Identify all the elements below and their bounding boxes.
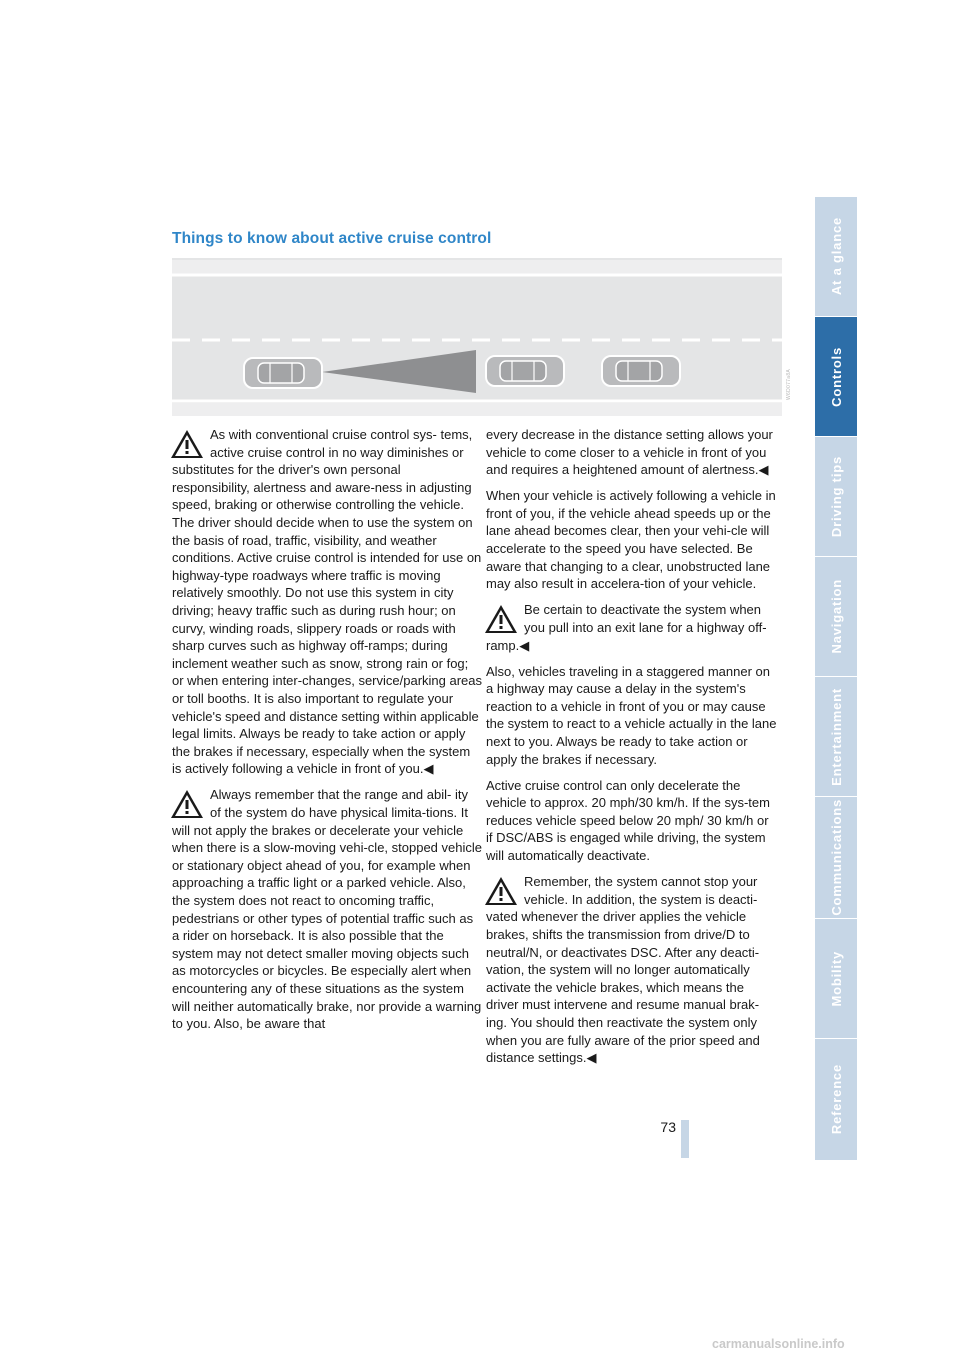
warning-paragraph bbox=[486, 601, 778, 654]
sidebar-tab-reference[interactable] bbox=[815, 1039, 857, 1160]
sidebar-tab-communications[interactable] bbox=[815, 797, 857, 919]
warning-text-lead: Be certain to deactivate the system when bbox=[524, 602, 762, 618]
vehicle-ahead-car bbox=[486, 356, 564, 386]
warning-paragraph bbox=[172, 786, 482, 1032]
body-paragraph: When your vehicle is actively following a vehicle in front of you, if the vehicle ahead speeds up or the lane ahead becomes clear, then your vehi-cle will accelerate to the speed you have selected. Be aware that changing to a clear, unobstructed lane may also result in accelera-tion of your vehicle. bbox=[486, 488, 776, 592]
warning-text: vehicle. In addition, the system is deacti-vated whenever the driver applies the vehicle brakes, shifts the transmission from drive/D to neutral/N, or deactivates DSC. After any deacti-vation, the system will no longer automatically activate the vehicle brakes, which means the driver must intervene and resume manual brak-ing. You should then reactivate the system only when you are fully aware of the prior speed and distance settings.◀ bbox=[486, 891, 760, 1066]
page-number: 73 bbox=[660, 1119, 676, 1135]
sidebar-tab-label: Driving tips bbox=[828, 455, 844, 538]
right-column bbox=[486, 426, 778, 1075]
sidebar-tab-label: At a glance bbox=[828, 217, 844, 296]
body-paragraph: Active cruise control can only decelerate the vehicle to approx. 20 mph/30 km/h. If the sys-tem reduces vehicle speed below 20 mph/ 30 km/h or if DSC/ABS is engaged while driving, the system will automatically deactivate. bbox=[486, 777, 770, 864]
warning-triangle-icon bbox=[170, 429, 204, 459]
sidebar-tab-label: Navigation bbox=[828, 579, 844, 654]
warning-paragraph bbox=[486, 873, 778, 1067]
sidebar-tab-at-a-glance[interactable] bbox=[815, 197, 857, 317]
warning-triangle-icon bbox=[484, 876, 518, 906]
lead-car bbox=[602, 356, 680, 386]
sidebar-tab-label: Communications bbox=[828, 799, 844, 916]
warning-triangle-icon bbox=[484, 604, 518, 634]
own-car bbox=[244, 358, 322, 388]
sidebar-tab-navigation[interactable] bbox=[815, 557, 857, 677]
figure-code: W6D077a8A bbox=[786, 368, 792, 400]
warning-text-lead: Always remember that the range and abil- bbox=[210, 787, 452, 803]
warning-text: you pull into an exit lane for a highway off-ramp.◀ bbox=[486, 619, 767, 653]
warning-text: ity of the system do have physical limita-tions. It will not apply the brakes or decelerate your vehicle when there is a slow-moving vehi-cle, stopped vehicle or stationary object ahead of you, for example when approaching a traffic light or a parked vehicle. Also, the system does not react to oncoming traffic, pedestrians or other types of potential traffic such as a rider on horseback. It is also possible that the system may not detect smaller moving objects such as motorcycles or bicycles. Be especially alert when encountering any of these situations as the system will neither automatically brake, nor provide a warning to you. Also, be aware that bbox=[172, 787, 482, 1032]
warning-text: tems, active cruise control in no way diminishes or substitutes for the driver's own personal responsibility, alertness and aware-ness in adjusting speed, braking or otherwise controlling the vehicle. The driver should decide when to use the system on the basis of road, traffic, visibility, and weather conditions. Active cruise control is intended for use on highway-type roadways where traffic is moving relatively smoothly. Do not use this system in city driving; heavy traffic such as during rush hour; on curvy, winding roads, slippery roads or roads with sharp curves such as highway off-ramps; during inclement weather such as snow, strong rain or fog; or when entering inter-changes, service/parking areas or toll booths. It is also important to regulate your vehicle's speed and distance setting within applicable legal limits. Always be ready to take action or apply the brakes if necessary, especially when the system is actively following a vehicle in front of you.◀ bbox=[172, 427, 483, 777]
chapter-sidebar bbox=[815, 197, 857, 1160]
warning-text-lead: As with conventional cruise control sys- bbox=[210, 427, 437, 442]
left-column bbox=[172, 426, 482, 1041]
warning-triangle-icon bbox=[170, 789, 204, 819]
warning-paragraph bbox=[172, 426, 482, 778]
body-paragraph: every decrease in the distance setting allows your vehicle to come closer to a vehicle in front of you and requires a heightened amount of alertness.◀ bbox=[486, 427, 773, 478]
sidebar-tab-entertainment[interactable] bbox=[815, 677, 857, 797]
sidebar-tab-label: Entertainment bbox=[828, 687, 844, 786]
page-number-bar bbox=[681, 1120, 689, 1158]
sidebar-tab-label: Reference bbox=[828, 1064, 844, 1135]
sidebar-tab-controls[interactable] bbox=[815, 317, 857, 437]
section-heading: Things to know about active cruise control bbox=[172, 230, 492, 247]
watermark: carmanualsonline.info bbox=[712, 1337, 845, 1351]
sidebar-tab-label: Controls bbox=[828, 346, 844, 407]
warning-text-lead: Remember, the system cannot stop your bbox=[524, 874, 758, 890]
cruise-control-illustration bbox=[172, 258, 782, 416]
road-diagram bbox=[172, 258, 782, 416]
body-paragraph: Also, vehicles traveling in a staggered manner on a highway may cause a delay in the system's reaction to a vehicle in front of you or may cause the system to react to a vehicle actually in the lane next to you. Always be ready to take action or apply the brakes if necessary. bbox=[486, 663, 777, 767]
sidebar-tab-label: Mobility bbox=[828, 950, 844, 1007]
sidebar-tab-mobility[interactable] bbox=[815, 919, 857, 1039]
sidebar-tab-driving-tips[interactable] bbox=[815, 437, 857, 557]
